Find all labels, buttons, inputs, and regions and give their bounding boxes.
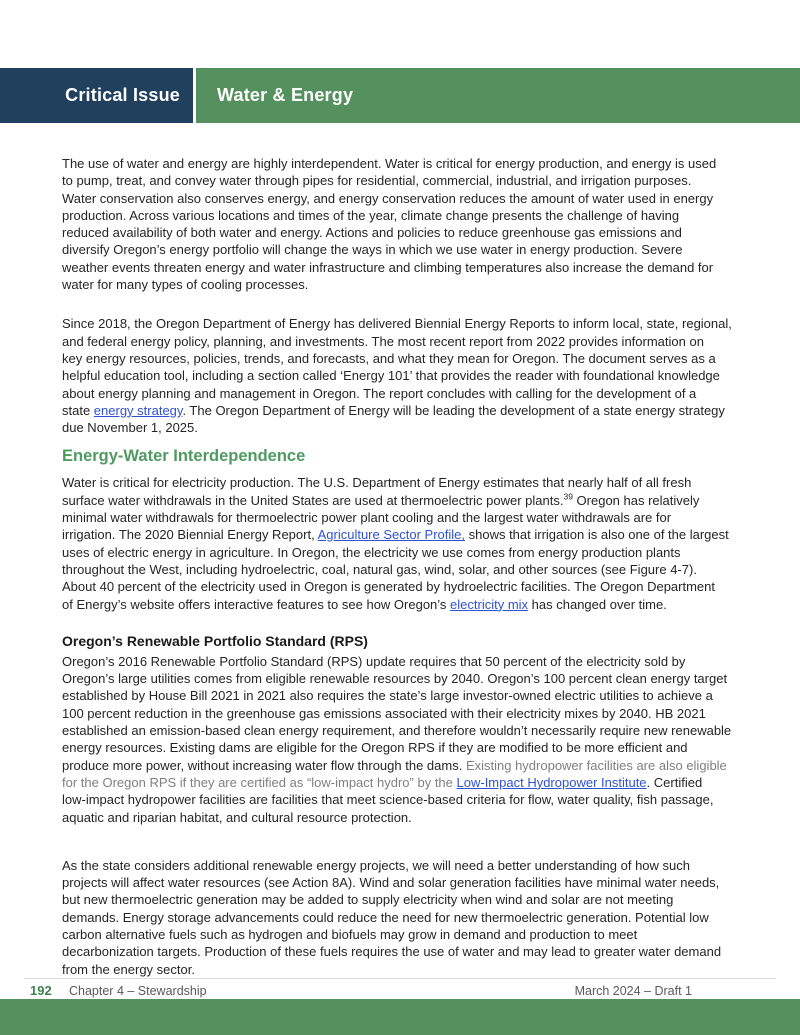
text-run: about energy planning and management in Oregon. The report concludes with calling for the development of a bbox=[62, 385, 697, 401]
bottom-green-band bbox=[0, 999, 800, 1035]
page-number: 192 bbox=[30, 983, 52, 998]
text-run: and federal energy policy, planning, and investments. The most recent report from 2022 provides information on bbox=[62, 333, 704, 349]
text-run: Oregon has relatively bbox=[572, 492, 700, 508]
paragraph bbox=[62, 315, 767, 436]
text-run: Existing hydropower facilities are also eligible bbox=[465, 757, 727, 773]
paragraph bbox=[62, 155, 767, 293]
text-run: of Energy’s website offers interactive features to see how Oregon’s bbox=[62, 596, 451, 612]
text-line bbox=[62, 492, 767, 509]
text-line bbox=[62, 172, 767, 189]
text-run: key energy resources, policies, trends, and forecasts, and what they mean for Oregon. The document serves as a bbox=[62, 350, 716, 366]
text-run: diversify Oregon’s energy portfolio will change the ways in which we use water in energy production. Severe bbox=[62, 242, 683, 258]
text-run: shows that irrigation is also one of the largest bbox=[465, 527, 729, 543]
text-run: Water is critical for electricity production. The U.S. Department of Energy estimates that nearly half of all fresh bbox=[62, 475, 692, 491]
banner-title-bar bbox=[196, 68, 800, 123]
text-run: demands. Energy storage advancements could reduce the need for new thermoelectric generation. Potential low bbox=[62, 909, 709, 925]
critical-issue-tag bbox=[0, 68, 193, 123]
text-line bbox=[62, 474, 767, 491]
footer-date-draft: March 2024 – Draft 1 bbox=[574, 984, 692, 998]
text-line bbox=[62, 687, 767, 704]
text-run: The use of water and energy are highly interdependent. Water is critical for energy production, and energy is used bbox=[62, 156, 717, 171]
text-line bbox=[62, 419, 767, 436]
text-run: throughout the West, including hydroelectric, coal, natural gas, wind, solar, and other sources (see Figure 4-7). bbox=[62, 561, 697, 577]
text-line bbox=[62, 705, 767, 722]
section-heading: Energy-Water Interdependence bbox=[62, 447, 306, 466]
text-line bbox=[62, 526, 767, 543]
text-run: carbon alternative fuels such as hydrogen and biofuels may grow in demand and production to meet bbox=[62, 926, 638, 942]
text-run: . Certified bbox=[646, 774, 703, 790]
text-run: for the Oregon RPS if they are certified as “low-impact hydro” by the bbox=[62, 774, 457, 790]
body-blocks bbox=[62, 155, 767, 978]
text-line bbox=[62, 809, 767, 826]
text-line bbox=[62, 739, 767, 756]
text-run: due November 1, 2025. bbox=[62, 420, 198, 436]
text-run: As the state considers additional renewable energy projects, we will need a better understanding of how such bbox=[62, 857, 690, 873]
text-run: uses of electric energy in agriculture. In Oregon, the electricity we use comes from energy production plants bbox=[62, 544, 681, 560]
text-run: aquatic and riparian habitat, and cultural resource protection. bbox=[62, 809, 412, 825]
text-line bbox=[62, 350, 767, 367]
text-run: state bbox=[62, 402, 94, 418]
paragraph bbox=[62, 474, 767, 612]
text-run: decarbonization targets. Production of these fuels requires the use of water and may lead to greater water demand bbox=[62, 944, 722, 960]
text-run: Since 2018, the Oregon Department of Energy has delivered Biennial Energy Reports to inform local, state, regional, bbox=[62, 316, 732, 332]
text-line bbox=[62, 774, 767, 791]
text-link[interactable]: Agriculture Sector Profile, bbox=[317, 527, 465, 543]
text-line bbox=[62, 874, 767, 891]
text-line bbox=[62, 155, 767, 172]
text-run: to pump, treat, and convey water through pipes for residential, commercial, industrial, and irrigation purposes. bbox=[62, 173, 692, 189]
text-line bbox=[62, 333, 767, 350]
paragraph bbox=[62, 857, 767, 978]
text-run: established an emission-based clean energy requirement, and therefore wouldn’t necessarily require new renewable bbox=[62, 723, 732, 739]
critical-issue-label: Critical Issue bbox=[65, 85, 180, 105]
footer-chapter-label: Chapter 4 – Stewardship bbox=[69, 984, 207, 998]
text-line bbox=[62, 857, 767, 874]
text-run: 39 bbox=[563, 491, 573, 502]
text-run: from the energy sector. bbox=[62, 961, 195, 977]
text-line bbox=[62, 241, 767, 258]
text-line bbox=[62, 315, 767, 332]
text-line bbox=[62, 653, 767, 670]
sub-heading: Oregon’s Renewable Portfolio Standard (RPS) bbox=[62, 632, 368, 649]
text-line bbox=[62, 578, 767, 595]
text-run: minimal water withdrawals for thermoelectric power plant cooling and the largest water withdrawals are for bbox=[62, 510, 672, 526]
text-line bbox=[62, 385, 767, 402]
text-line bbox=[62, 509, 767, 526]
text-line bbox=[62, 259, 767, 276]
text-line bbox=[62, 943, 767, 960]
text-run: . The Oregon Department of Energy will be leading the development of a state energy strategy bbox=[182, 402, 725, 418]
text-run: produce more power, without increasing water flow through the dams. bbox=[62, 757, 466, 773]
text-run: production. Across various locations and times of the year, climate change presents the challenge of having bbox=[62, 207, 680, 223]
footer-divider bbox=[24, 978, 776, 979]
text-run: established by House Bill 2021 in 2021 also requires the state’s large investor-owned electric utilities to achieve a bbox=[62, 688, 713, 704]
text-run: surface water withdrawals in the United States are used at thermoelectric power plants. bbox=[62, 492, 564, 508]
text-link[interactable]: Low-Impact Hydropower Institute bbox=[456, 774, 647, 790]
text-line bbox=[62, 909, 767, 926]
text-line bbox=[62, 207, 767, 224]
text-line bbox=[62, 224, 767, 241]
text-line bbox=[62, 791, 767, 808]
text-line bbox=[62, 891, 767, 908]
text-line bbox=[62, 190, 767, 207]
text-run: energy resources. Existing dams are eligible for the Oregon RPS if they are modified to be more efficient and bbox=[62, 740, 688, 756]
text-line bbox=[62, 544, 767, 561]
text-run: water for many types of cooling processes. bbox=[62, 277, 309, 293]
text-run: Oregon’s 2016 Renewable Portfolio Standard (RPS) update requires that 50 percent of the electricity sold by bbox=[62, 653, 686, 669]
text-run: helpful education tool, including a section called ‘Energy 101’ that provides the reader with foundational knowledge bbox=[62, 368, 720, 384]
text-run: weather events threaten energy and water infrastructure and climbing temperatures also increase the demand for bbox=[62, 259, 714, 275]
text-run: reduced availability of both water and energy. Actions and policies to reduce greenhouse gas emissions and bbox=[62, 225, 682, 241]
text-line bbox=[62, 402, 767, 419]
text-line bbox=[62, 276, 767, 293]
text-link[interactable]: electricity mix bbox=[450, 596, 529, 612]
text-link[interactable]: energy strategy bbox=[93, 402, 183, 418]
text-line bbox=[62, 722, 767, 739]
text-line bbox=[62, 961, 767, 978]
text-line bbox=[62, 367, 767, 384]
text-run: but new thermoelectric generation may be added to supply electricity when wind and solar are not meeting bbox=[62, 892, 674, 908]
text-line bbox=[62, 670, 767, 687]
text-run: projects will affect water resources (see Action 8A). Wind and solar generation facilities have minimal water needs, bbox=[62, 875, 720, 891]
paragraph bbox=[62, 653, 767, 826]
text-line bbox=[62, 596, 767, 613]
text-run: low-impact hydropower facilities are facilities that meet science-based criteria for flow, water quality, fish passage, bbox=[62, 792, 714, 808]
page-banner bbox=[0, 68, 800, 123]
text-line bbox=[62, 926, 767, 943]
text-line bbox=[62, 561, 767, 578]
text-line bbox=[62, 757, 767, 774]
text-run: Water conservation also conserves energy, and energy conservation reduces the amount of water used in energy bbox=[62, 190, 714, 206]
text-run: irrigation. The 2020 Biennial Energy Report, bbox=[62, 527, 318, 543]
text-run: has changed over time. bbox=[528, 596, 667, 612]
text-run: Oregon’s large utilities comes from eligible renewable resources by 2040. Oregon’s 100 percent clean energy target bbox=[62, 671, 728, 687]
text-run: About 40 percent of the electricity used in Oregon is generated by hydroelectric facilities. The Oregon Department bbox=[62, 579, 716, 595]
text-run: 100 percent reduction in the greenhouse gas emissions associated with their electricity mixes by 2040. HB 2021 bbox=[62, 705, 706, 721]
page-title: Water & Energy bbox=[217, 85, 354, 105]
